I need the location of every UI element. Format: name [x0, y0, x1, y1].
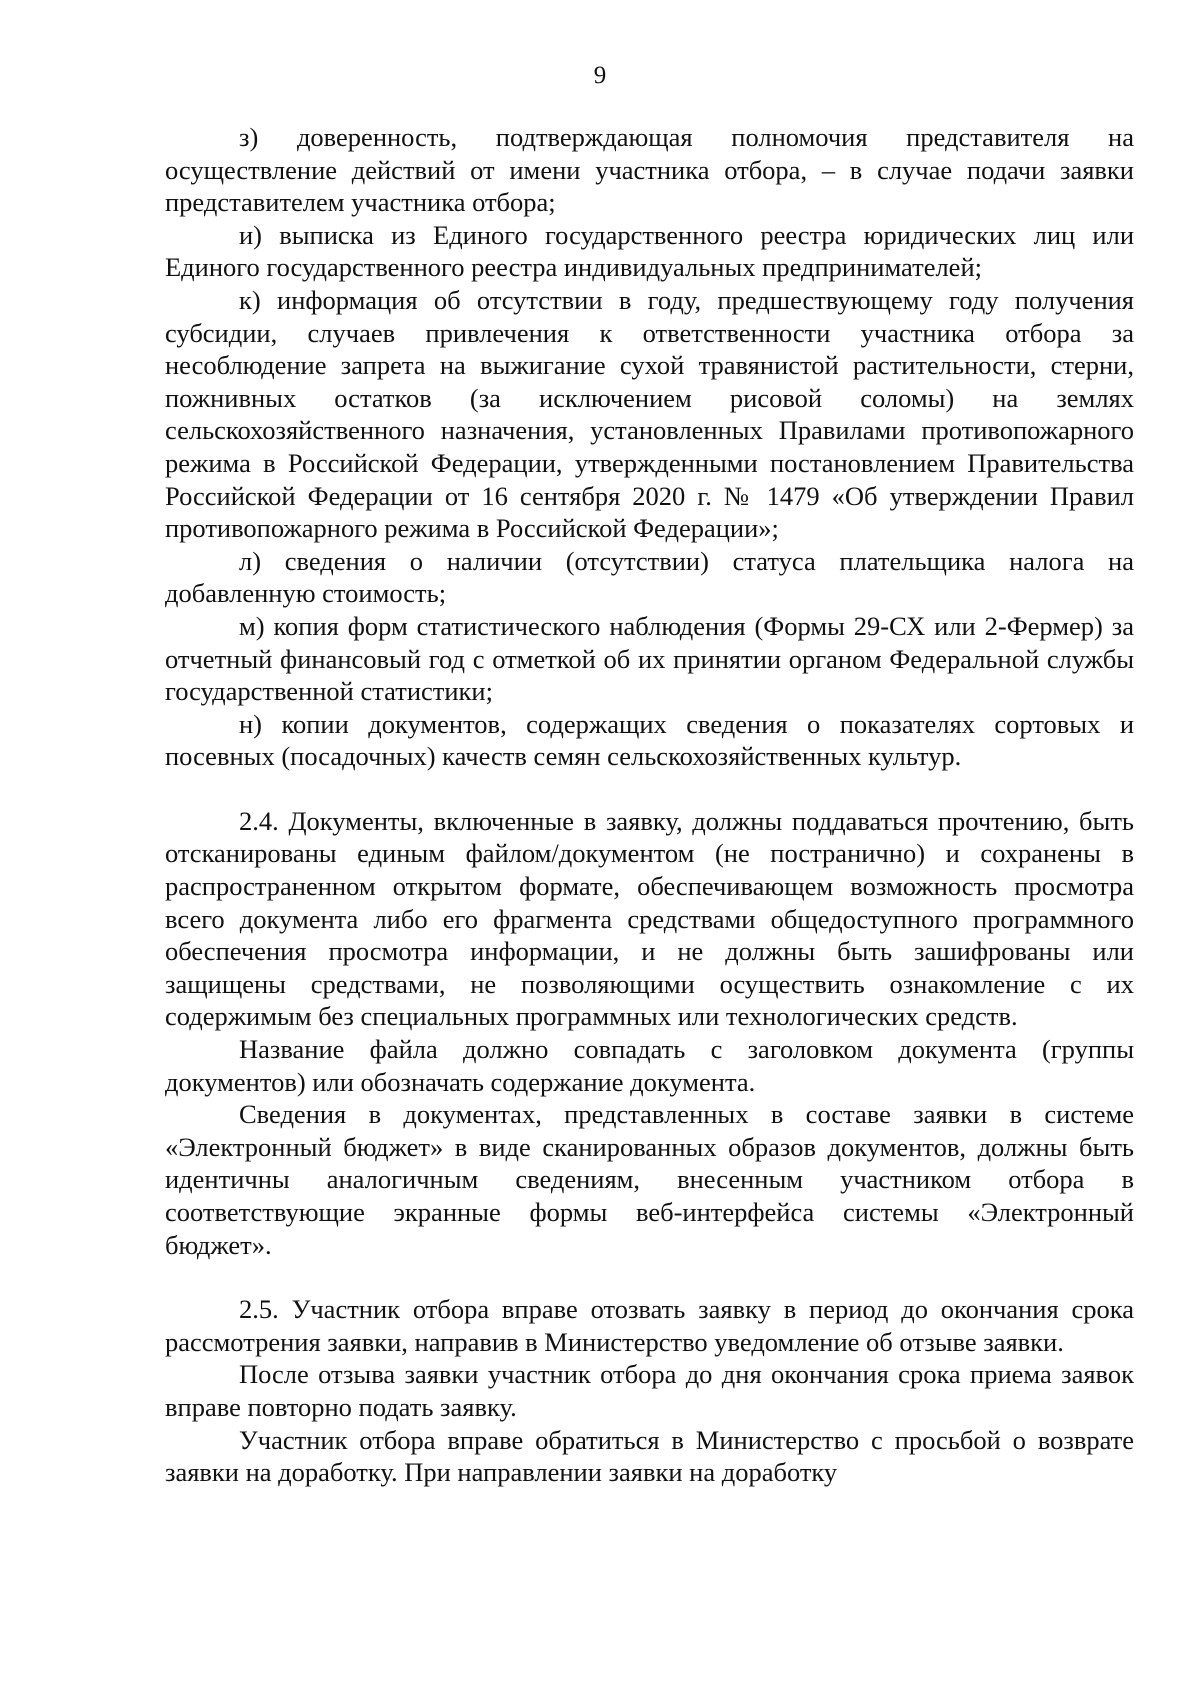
item-m-statistics-forms: м) копия форм статистического наблюдения (Формы 29-СХ или 2-Фермер) за отчетный финансовый год с отметкой об их принятии органом Федеральной службы государственной статистики;: [165, 610, 1134, 707]
item-z-power-of-attorney: з) доверенность, подтверждающая полномочия представителя на осуществление действий от имени участника отбора, – в случае подачи заявки представителем участника отбора;: [165, 122, 1134, 218]
item-l-vat-status: л) сведения о наличии (отсутствии) статуса плательщика налога на добавленную стоимость;: [165, 545, 1134, 609]
section-2-5-resubmission: После отзыва заявки участник отбора до дня окончания срока приема заявок вправе повторно подать заявку.: [165, 1359, 1134, 1422]
section-spacer: [165, 773, 1134, 805]
section-2-4-file-name: Название файла должно совпадать с заголовком документа (группы документов) или обозначать содержание документа.: [165, 1034, 1134, 1097]
section-2-5-return-for-revision: Участник отбора вправе обратиться в Министерство с просьбой о возврате заявки на доработку. При направлении заявки на доработку: [165, 1424, 1134, 1488]
section-2-4-electronic-budget: Сведения в документах, представленных в составе заявки в системе «Электронный бюджет» в виде сканированных образов документов, должны быть идентичны аналогичным сведениям, внесенным участником отбора в соответствующие экранные формы веб-интерфейса системы «Электронный бюджет».: [165, 1099, 1134, 1260]
section-spacer: [165, 1261, 1134, 1293]
item-n-seed-quality-docs: н) копии документов, содержащих сведения о показателях сортовых и посевных (посадочных) качеств семян сельскохозяйственных культур.: [165, 708, 1134, 772]
document-body: [165, 121, 1134, 1489]
page-number: 9: [593, 62, 607, 89]
section-2-4-documents: 2.4. Документы, включенные в заявку, должны поддаваться прочтению, быть отсканированы единым файлом/документом (не постранично) и сохранены в распространенном открытом формате, обеспечивающем возможность просмотра всего документа либо его фрагмента средствами общедоступного программного обеспечения просмотра информации, и не должны быть зашифрованы или защищены средствами, не позволяющими осуществить ознакомление с их содержимым без специальных программных или технологических средств.: [165, 805, 1134, 1032]
section-2-5-withdrawal: 2.5. Участник отбора вправе отозвать заявку в период до окончания срока рассмотрения заявки, направив в Министерство уведомление об отзыве заявки.: [165, 1294, 1134, 1357]
item-i-registry-extract: и) выписка из Единого государственного реестра юридических лиц или Единого государственного реестра индивидуальных предпринимателей;: [165, 219, 1134, 283]
item-k-fire-regime-info: к) информация об отсутствии в году, предшествующему году получения субсидии, случаев привлечения к ответственности участника отбора за несоблюдение запрета на выжигание сухой травянистой растительности, стерни, пожнивных остатков (за исключением рисовой соломы) на землях сельскохозяйственного назначения, установленных Правилами противопожарного режима в Российской Федерации, утвержденными постановлением Правительства Российской Федерации от 16 сентября 2020 г. № 1479 «Об утверждении Правил противопожарного режима в Российской Федерации»;: [165, 284, 1134, 544]
